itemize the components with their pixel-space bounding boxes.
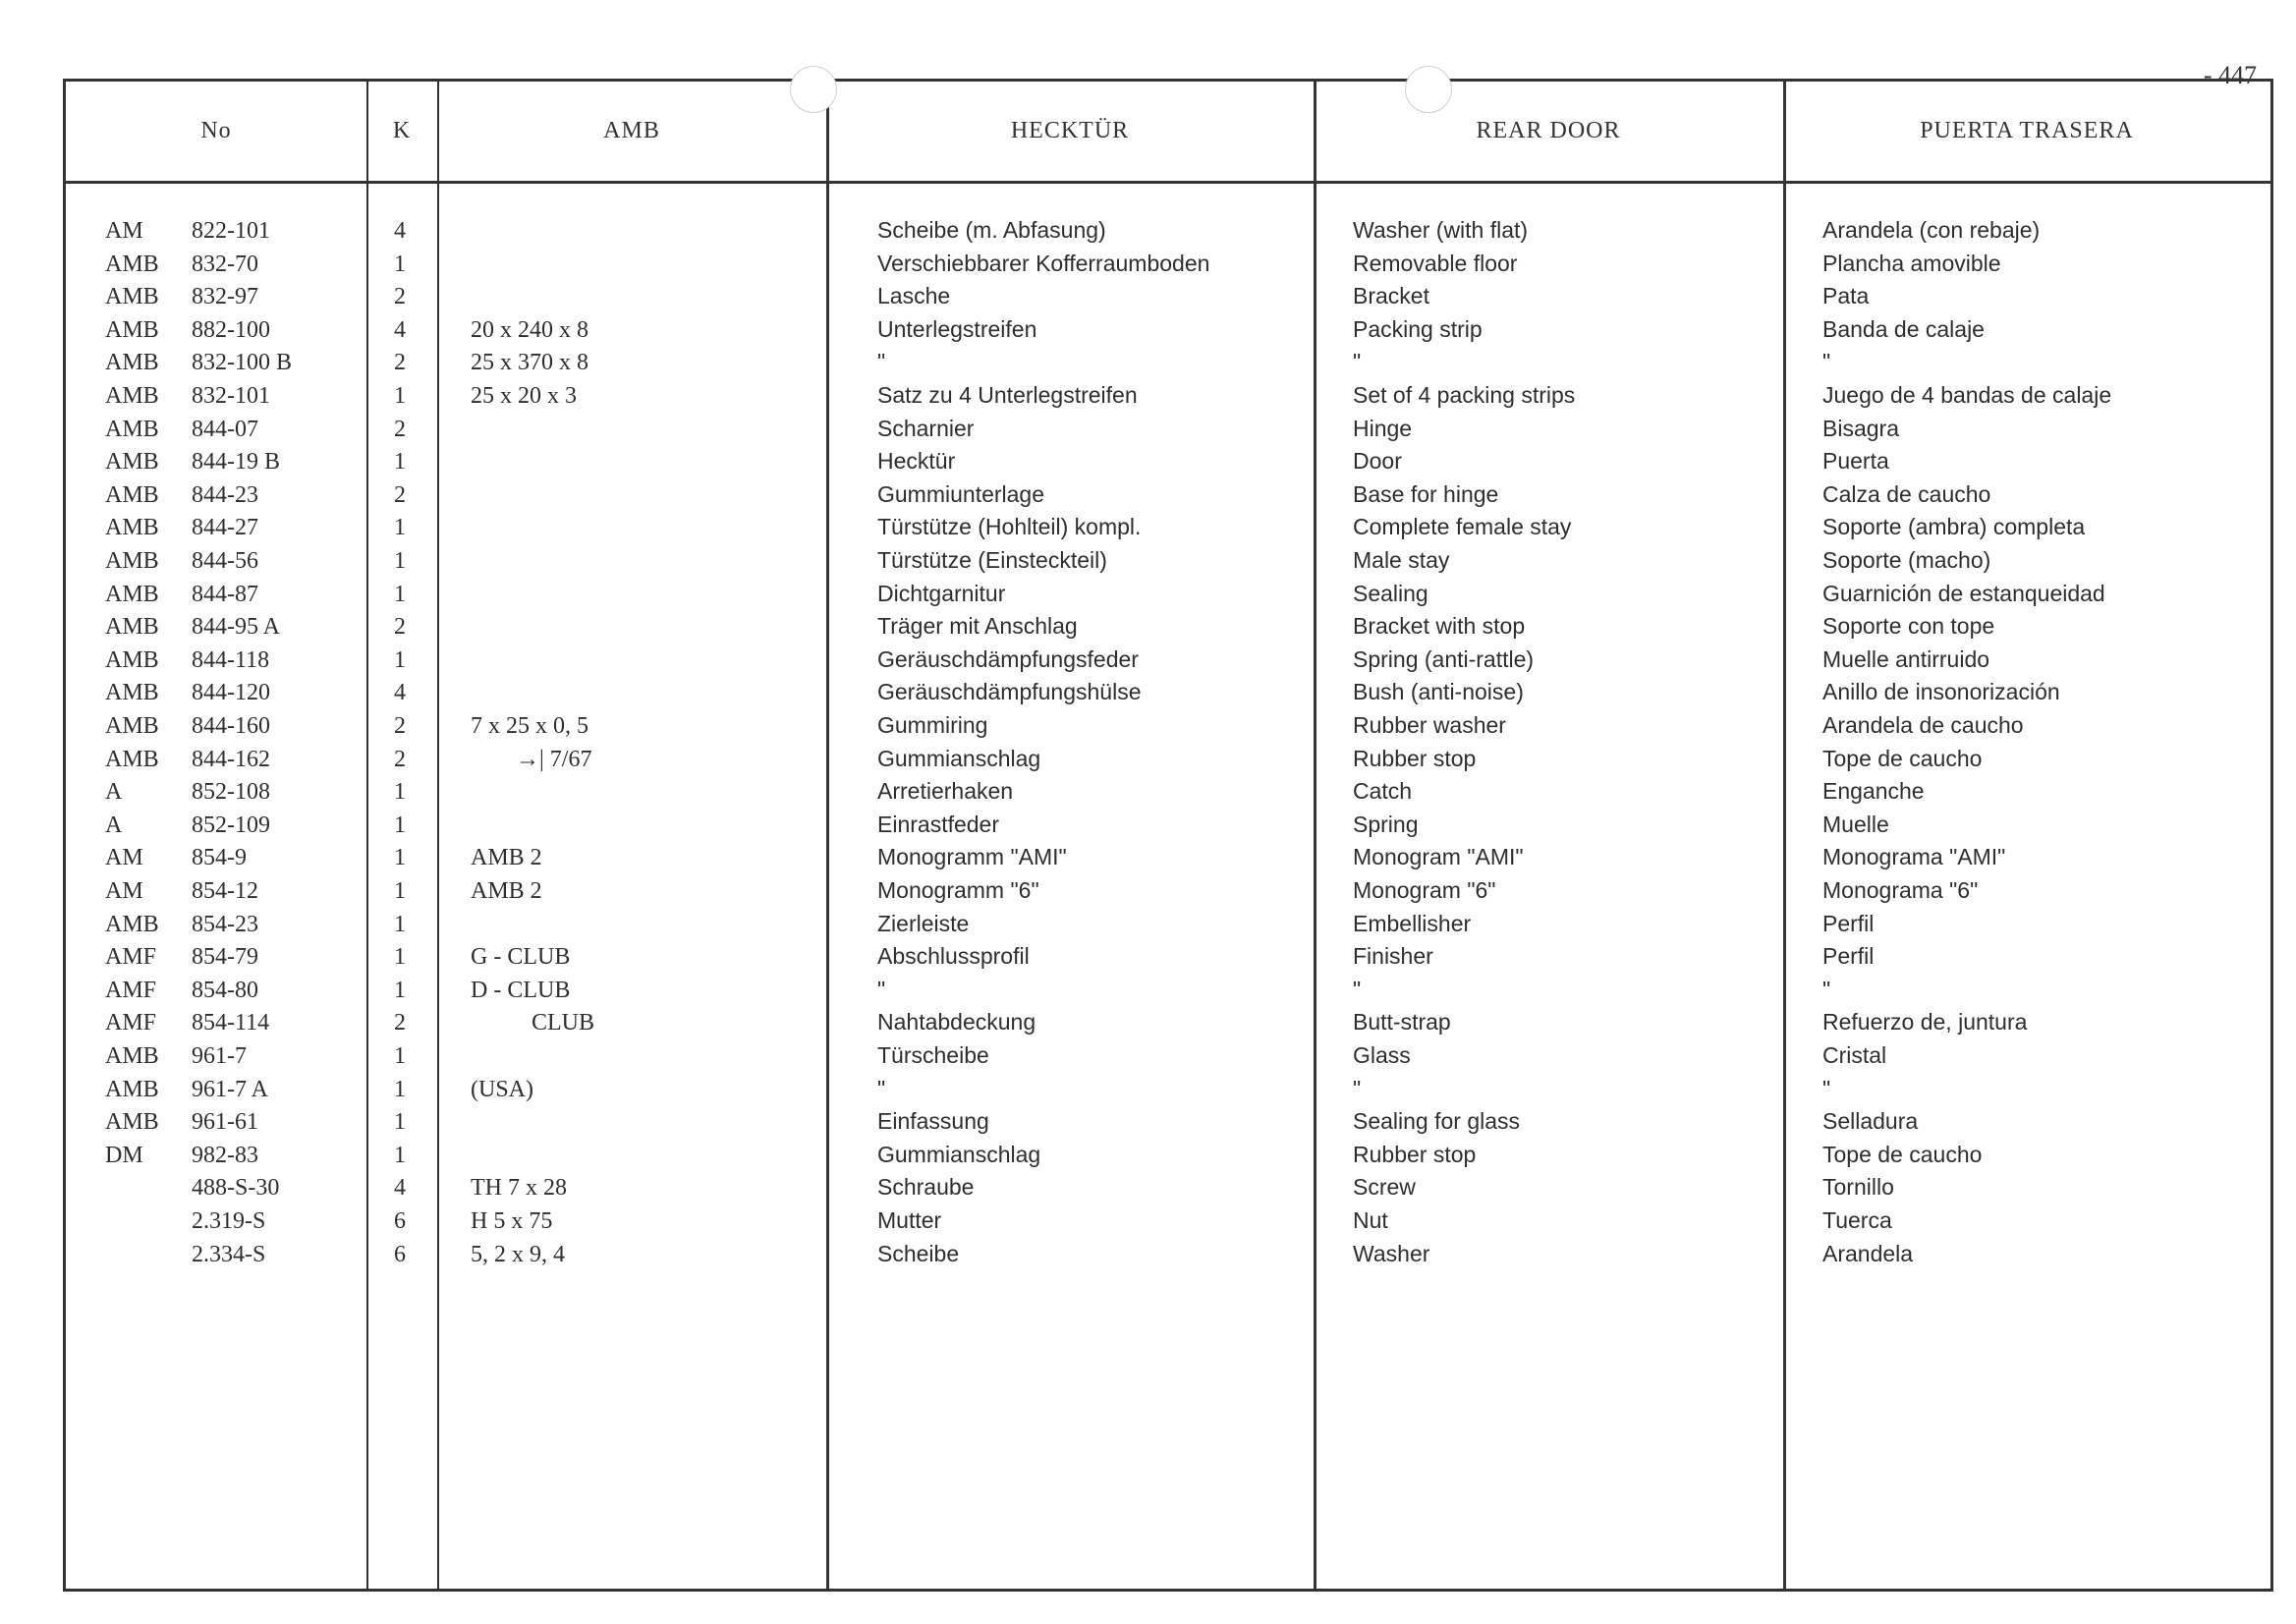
cell-german: Satz zu 4 Unterlegstreifen bbox=[877, 382, 1138, 408]
cell-quantity: 2 bbox=[394, 481, 406, 508]
cell-german: Gummianschlag bbox=[877, 1141, 1041, 1167]
cell-german: Verschiebbarer Kofferraumboden bbox=[877, 250, 1210, 276]
cell-prefix: AMB bbox=[105, 1076, 159, 1102]
cell-english: Rubber stop bbox=[1353, 1141, 1477, 1167]
cell-part-number: 832-97 bbox=[192, 284, 258, 310]
cell-quantity: 1 bbox=[394, 878, 406, 904]
divider-german bbox=[1314, 82, 1316, 1589]
cell-part-number: 882-100 bbox=[192, 316, 270, 343]
punch-hole-left bbox=[790, 66, 837, 113]
cell-quantity: 4 bbox=[394, 316, 406, 343]
cell-part-number: 844-87 bbox=[192, 581, 258, 607]
table-header bbox=[66, 82, 2270, 184]
cell-spanish: Enganche bbox=[1822, 778, 1925, 805]
cell-quantity: 2 bbox=[394, 284, 406, 310]
cell-english: Glass bbox=[1353, 1042, 1411, 1068]
cell-quantity: 1 bbox=[394, 1076, 406, 1102]
cell-english: Removable floor bbox=[1353, 250, 1518, 276]
page-number: - 447 bbox=[2203, 61, 2257, 89]
cell-part-number: 844-27 bbox=[192, 515, 258, 541]
cell-prefix: AMB bbox=[105, 350, 159, 376]
cell-english: Nut bbox=[1353, 1207, 1388, 1233]
cell-prefix: AMF bbox=[105, 977, 157, 1003]
cell-prefix: AMB bbox=[105, 1109, 159, 1136]
cell-english: " bbox=[1353, 976, 1362, 1002]
cell-prefix: A bbox=[105, 812, 123, 838]
cell-part-number: 2.319-S bbox=[192, 1208, 266, 1234]
cell-english: Hinge bbox=[1353, 415, 1413, 441]
cell-german: Gummiunterlage bbox=[877, 480, 1045, 507]
cell-quantity: 4 bbox=[394, 1175, 406, 1202]
cell-prefix: AMB bbox=[105, 515, 159, 541]
cell-german: Unterlegstreifen bbox=[877, 315, 1037, 342]
cell-prefix: AM bbox=[105, 878, 143, 904]
cell-english: Catch bbox=[1353, 778, 1413, 805]
cell-amb: →| 7/67 bbox=[516, 746, 592, 772]
divider-english bbox=[1783, 82, 1786, 1589]
cell-spanish: Tope de caucho bbox=[1822, 1141, 1983, 1167]
cell-spanish: Arandela de caucho bbox=[1822, 712, 2024, 738]
cell-quantity: 1 bbox=[394, 581, 406, 607]
cell-quantity: 1 bbox=[394, 1043, 406, 1069]
divider-k bbox=[437, 82, 439, 1589]
cell-quantity: 6 bbox=[394, 1208, 406, 1234]
cell-spanish: Muelle antirruido bbox=[1822, 645, 1990, 672]
header-spanish: PUERTA TRASERA bbox=[1920, 118, 2134, 143]
cell-prefix: AMB bbox=[105, 449, 159, 476]
cell-amb: TH 7 x 28 bbox=[471, 1175, 567, 1202]
cell-amb: D - CLUB bbox=[471, 977, 571, 1003]
cell-part-number: 854-23 bbox=[192, 911, 258, 937]
cell-prefix: AMB bbox=[105, 680, 159, 706]
cell-german: Monogramm "6" bbox=[877, 877, 1039, 903]
cell-german: Geräuschdämpfungshülse bbox=[877, 679, 1142, 705]
cell-german: Geräuschdämpfungsfeder bbox=[877, 645, 1139, 672]
cell-english: Monogram "6" bbox=[1353, 877, 1496, 903]
cell-english: Monogram "AMI" bbox=[1353, 844, 1524, 870]
cell-prefix: AMB bbox=[105, 284, 159, 310]
cell-spanish: Arandela (con rebaje) bbox=[1822, 217, 2041, 243]
cell-quantity: 6 bbox=[394, 1241, 406, 1267]
cell-german: Türstütze (Einsteckteil) bbox=[877, 547, 1107, 573]
cell-german: Schraube bbox=[877, 1174, 975, 1201]
cell-prefix: AMB bbox=[105, 713, 159, 739]
cell-prefix: AMB bbox=[105, 911, 159, 937]
cell-english: Embellisher bbox=[1353, 910, 1472, 936]
cell-amb: 7 x 25 x 0, 5 bbox=[471, 713, 588, 739]
cell-part-number: 852-108 bbox=[192, 779, 270, 806]
cell-spanish: " bbox=[1822, 349, 1831, 375]
cell-german: " bbox=[877, 976, 886, 1002]
cell-spanish: Perfil bbox=[1822, 910, 1875, 936]
header-k: K bbox=[392, 118, 412, 143]
cell-quantity: 2 bbox=[394, 350, 406, 376]
cell-spanish: Anillo de insonorización bbox=[1822, 679, 2060, 705]
cell-english: Base for hinge bbox=[1353, 480, 1499, 507]
cell-part-number: 844-162 bbox=[192, 746, 270, 772]
cell-quantity: 1 bbox=[394, 251, 406, 277]
cell-prefix: AMB bbox=[105, 416, 159, 442]
cell-spanish: Selladura bbox=[1822, 1108, 1919, 1135]
cell-german: Scheibe bbox=[877, 1240, 960, 1266]
cell-spanish: Soporte (macho) bbox=[1822, 547, 1991, 573]
cell-german: Abschlussprofil bbox=[877, 943, 1030, 970]
cell-german: Scharnier bbox=[877, 415, 975, 441]
cell-english: Rubber stop bbox=[1353, 745, 1477, 771]
cell-spanish: " bbox=[1822, 1075, 1831, 1101]
header-amb: AMB bbox=[603, 118, 660, 143]
cell-part-number: 844-120 bbox=[192, 680, 270, 706]
cell-part-number: 844-118 bbox=[192, 646, 270, 673]
cell-german: Gummiring bbox=[877, 712, 988, 738]
cell-spanish: Refuerzo de, juntura bbox=[1822, 1009, 2028, 1036]
cell-english: Complete female stay bbox=[1353, 514, 1572, 540]
cell-prefix: AMB bbox=[105, 746, 159, 772]
cell-spanish: Arandela bbox=[1822, 1240, 1914, 1266]
divider-amb bbox=[826, 82, 829, 1589]
cell-english: Finisher bbox=[1353, 943, 1433, 970]
cell-amb: 25 x 20 x 3 bbox=[471, 383, 577, 409]
cell-part-number: 961-7 A bbox=[192, 1076, 268, 1102]
cell-spanish: Pata bbox=[1822, 283, 1870, 309]
cell-part-number: 2.334-S bbox=[192, 1241, 266, 1267]
cell-prefix: AM bbox=[105, 845, 143, 871]
cell-spanish: Monograma "6" bbox=[1822, 877, 1979, 903]
cell-prefix: AMB bbox=[105, 481, 159, 508]
cell-amb: G - CLUB bbox=[471, 944, 571, 971]
cell-spanish: Tope de caucho bbox=[1822, 745, 1983, 771]
cell-spanish: Muelle bbox=[1822, 811, 1889, 837]
cell-english: Sealing for glass bbox=[1353, 1108, 1521, 1135]
cell-prefix: AMB bbox=[105, 1043, 159, 1069]
cell-english: " bbox=[1353, 349, 1362, 375]
cell-german: Gummianschlag bbox=[877, 745, 1041, 771]
cell-german: Einfassung bbox=[877, 1108, 989, 1135]
cell-prefix: AMF bbox=[105, 1010, 157, 1036]
cell-part-number: 844-07 bbox=[192, 416, 258, 442]
cell-part-number: 961-7 bbox=[192, 1043, 247, 1069]
cell-part-number: 982-83 bbox=[192, 1142, 258, 1168]
cell-part-number: 832-70 bbox=[192, 251, 258, 277]
cell-spanish: Juego de 4 bandas de calaje bbox=[1822, 382, 2112, 408]
cell-part-number: 832-100 B bbox=[192, 350, 292, 376]
cell-spanish: Guarnición de estanqueidad bbox=[1822, 580, 2105, 606]
cell-spanish: Banda de calaje bbox=[1822, 315, 1985, 342]
cell-german: Monogramm "AMI" bbox=[877, 844, 1067, 870]
cell-english: Bush (anti-noise) bbox=[1353, 679, 1524, 705]
divider-no bbox=[366, 82, 368, 1589]
cell-prefix: AM bbox=[105, 218, 143, 244]
cell-prefix: AMB bbox=[105, 548, 159, 574]
cell-english: Set of 4 packing strips bbox=[1353, 382, 1576, 408]
cell-german: Dichtgarnitur bbox=[877, 580, 1006, 606]
cell-quantity: 1 bbox=[394, 812, 406, 838]
cell-quantity: 2 bbox=[394, 713, 406, 739]
cell-spanish: Tuerca bbox=[1822, 1207, 1892, 1233]
cell-part-number: 844-95 A bbox=[192, 614, 280, 641]
cell-english: Screw bbox=[1353, 1174, 1416, 1201]
cell-german: Träger mit Anschlag bbox=[877, 613, 1078, 640]
cell-german: Einrastfeder bbox=[877, 811, 1000, 837]
cell-part-number: 822-101 bbox=[192, 218, 270, 244]
cell-spanish: Tornillo bbox=[1822, 1174, 1894, 1201]
cell-prefix: AMF bbox=[105, 944, 157, 971]
cell-spanish: Monograma "AMI" bbox=[1822, 844, 2006, 870]
cell-spanish: Soporte (ambra) completa bbox=[1822, 514, 2086, 540]
cell-part-number: 852-109 bbox=[192, 812, 270, 838]
cell-english: Spring (anti-rattle) bbox=[1353, 645, 1535, 672]
cell-part-number: 854-9 bbox=[192, 845, 247, 871]
header-german: HECKTÜR bbox=[1010, 118, 1130, 143]
cell-part-number: 961-61 bbox=[192, 1109, 258, 1136]
cell-english: Male stay bbox=[1353, 547, 1450, 573]
cell-prefix: AMB bbox=[105, 383, 159, 409]
cell-prefix: AMB bbox=[105, 646, 159, 673]
cell-prefix: DM bbox=[105, 1142, 143, 1168]
cell-quantity: 1 bbox=[394, 515, 406, 541]
cell-quantity: 1 bbox=[394, 779, 406, 806]
cell-amb: CLUB bbox=[532, 1010, 595, 1036]
cell-quantity: 1 bbox=[394, 1142, 406, 1168]
cell-amb: 25 x 370 x 8 bbox=[471, 350, 588, 376]
cell-prefix: AMB bbox=[105, 316, 159, 343]
cell-quantity: 2 bbox=[394, 416, 406, 442]
header-english: REAR DOOR bbox=[1476, 118, 1621, 143]
cell-quantity: 1 bbox=[394, 449, 406, 476]
cell-part-number: 844-56 bbox=[192, 548, 258, 574]
cell-english: " bbox=[1353, 1075, 1362, 1101]
cell-german: Lasche bbox=[877, 283, 951, 309]
cell-german: " bbox=[877, 349, 886, 375]
cell-german: Hecktür bbox=[877, 448, 956, 475]
cell-quantity: 1 bbox=[394, 845, 406, 871]
cell-part-number: 832-101 bbox=[192, 383, 270, 409]
cell-german: Mutter bbox=[877, 1207, 942, 1233]
cell-quantity: 1 bbox=[394, 548, 406, 574]
cell-quantity: 2 bbox=[394, 746, 406, 772]
punch-hole-right bbox=[1405, 66, 1452, 113]
cell-quantity: 4 bbox=[394, 680, 406, 706]
cell-part-number: 488-S-30 bbox=[192, 1175, 280, 1202]
cell-spanish: Soporte con tope bbox=[1822, 613, 1995, 640]
cell-german: Türstütze (Hohlteil) kompl. bbox=[877, 514, 1142, 540]
cell-amb: 5, 2 x 9, 4 bbox=[471, 1241, 565, 1267]
cell-amb: (USA) bbox=[471, 1076, 533, 1102]
cell-english: Bracket with stop bbox=[1353, 613, 1526, 640]
cell-quantity: 1 bbox=[394, 944, 406, 971]
cell-spanish: Plancha amovible bbox=[1822, 250, 2001, 276]
cell-prefix: AMB bbox=[105, 251, 159, 277]
cell-german: Nahtabdeckung bbox=[877, 1009, 1036, 1036]
cell-german: Türscheibe bbox=[877, 1042, 989, 1068]
cell-spanish: Perfil bbox=[1822, 943, 1875, 970]
cell-english: Bracket bbox=[1353, 283, 1429, 309]
cell-quantity: 4 bbox=[394, 218, 406, 244]
cell-spanish: Bisagra bbox=[1822, 415, 1899, 441]
cell-part-number: 854-80 bbox=[192, 977, 258, 1003]
cell-prefix: A bbox=[105, 779, 123, 806]
cell-amb: 20 x 240 x 8 bbox=[471, 316, 588, 343]
cell-part-number: 854-114 bbox=[192, 1010, 270, 1036]
cell-german: " bbox=[877, 1075, 886, 1101]
cell-part-number: 854-12 bbox=[192, 878, 258, 904]
header-no: No bbox=[200, 118, 232, 143]
cell-part-number: 844-160 bbox=[192, 713, 270, 739]
cell-english: Washer bbox=[1353, 1240, 1430, 1266]
cell-english: Washer (with flat) bbox=[1353, 217, 1529, 243]
cell-german: Arretierhaken bbox=[877, 778, 1014, 805]
cell-quantity: 1 bbox=[394, 911, 406, 937]
cell-part-number: 844-19 B bbox=[192, 449, 280, 476]
cell-amb: AMB 2 bbox=[471, 845, 542, 871]
cell-part-number: 854-79 bbox=[192, 944, 258, 971]
cell-english: Sealing bbox=[1353, 580, 1428, 606]
cell-quantity: 1 bbox=[394, 383, 406, 409]
cell-spanish: Puerta bbox=[1822, 448, 1889, 475]
cell-quantity: 2 bbox=[394, 614, 406, 641]
cell-english: Butt-strap bbox=[1353, 1009, 1451, 1036]
parts-table bbox=[63, 79, 2273, 1592]
cell-spanish: Cristal bbox=[1822, 1042, 1887, 1068]
cell-part-number: 844-23 bbox=[192, 481, 258, 508]
cell-prefix: AMB bbox=[105, 614, 159, 641]
cell-english: Rubber washer bbox=[1353, 712, 1506, 738]
cell-spanish: " bbox=[1822, 976, 1831, 1002]
cell-quantity: 1 bbox=[394, 977, 406, 1003]
cell-german: Zierleiste bbox=[877, 910, 970, 936]
cell-quantity: 2 bbox=[394, 1010, 406, 1036]
cell-quantity: 1 bbox=[394, 1109, 406, 1136]
cell-prefix: AMB bbox=[105, 581, 159, 607]
cell-quantity: 1 bbox=[394, 646, 406, 673]
cell-english: Packing strip bbox=[1353, 315, 1483, 342]
cell-amb: H 5 x 75 bbox=[471, 1208, 553, 1234]
cell-spanish: Calza de caucho bbox=[1822, 480, 1991, 507]
cell-english: Door bbox=[1353, 448, 1402, 475]
cell-amb: AMB 2 bbox=[471, 878, 542, 904]
cell-german: Scheibe (m. Abfasung) bbox=[877, 217, 1106, 243]
cell-english: Spring bbox=[1353, 811, 1419, 837]
